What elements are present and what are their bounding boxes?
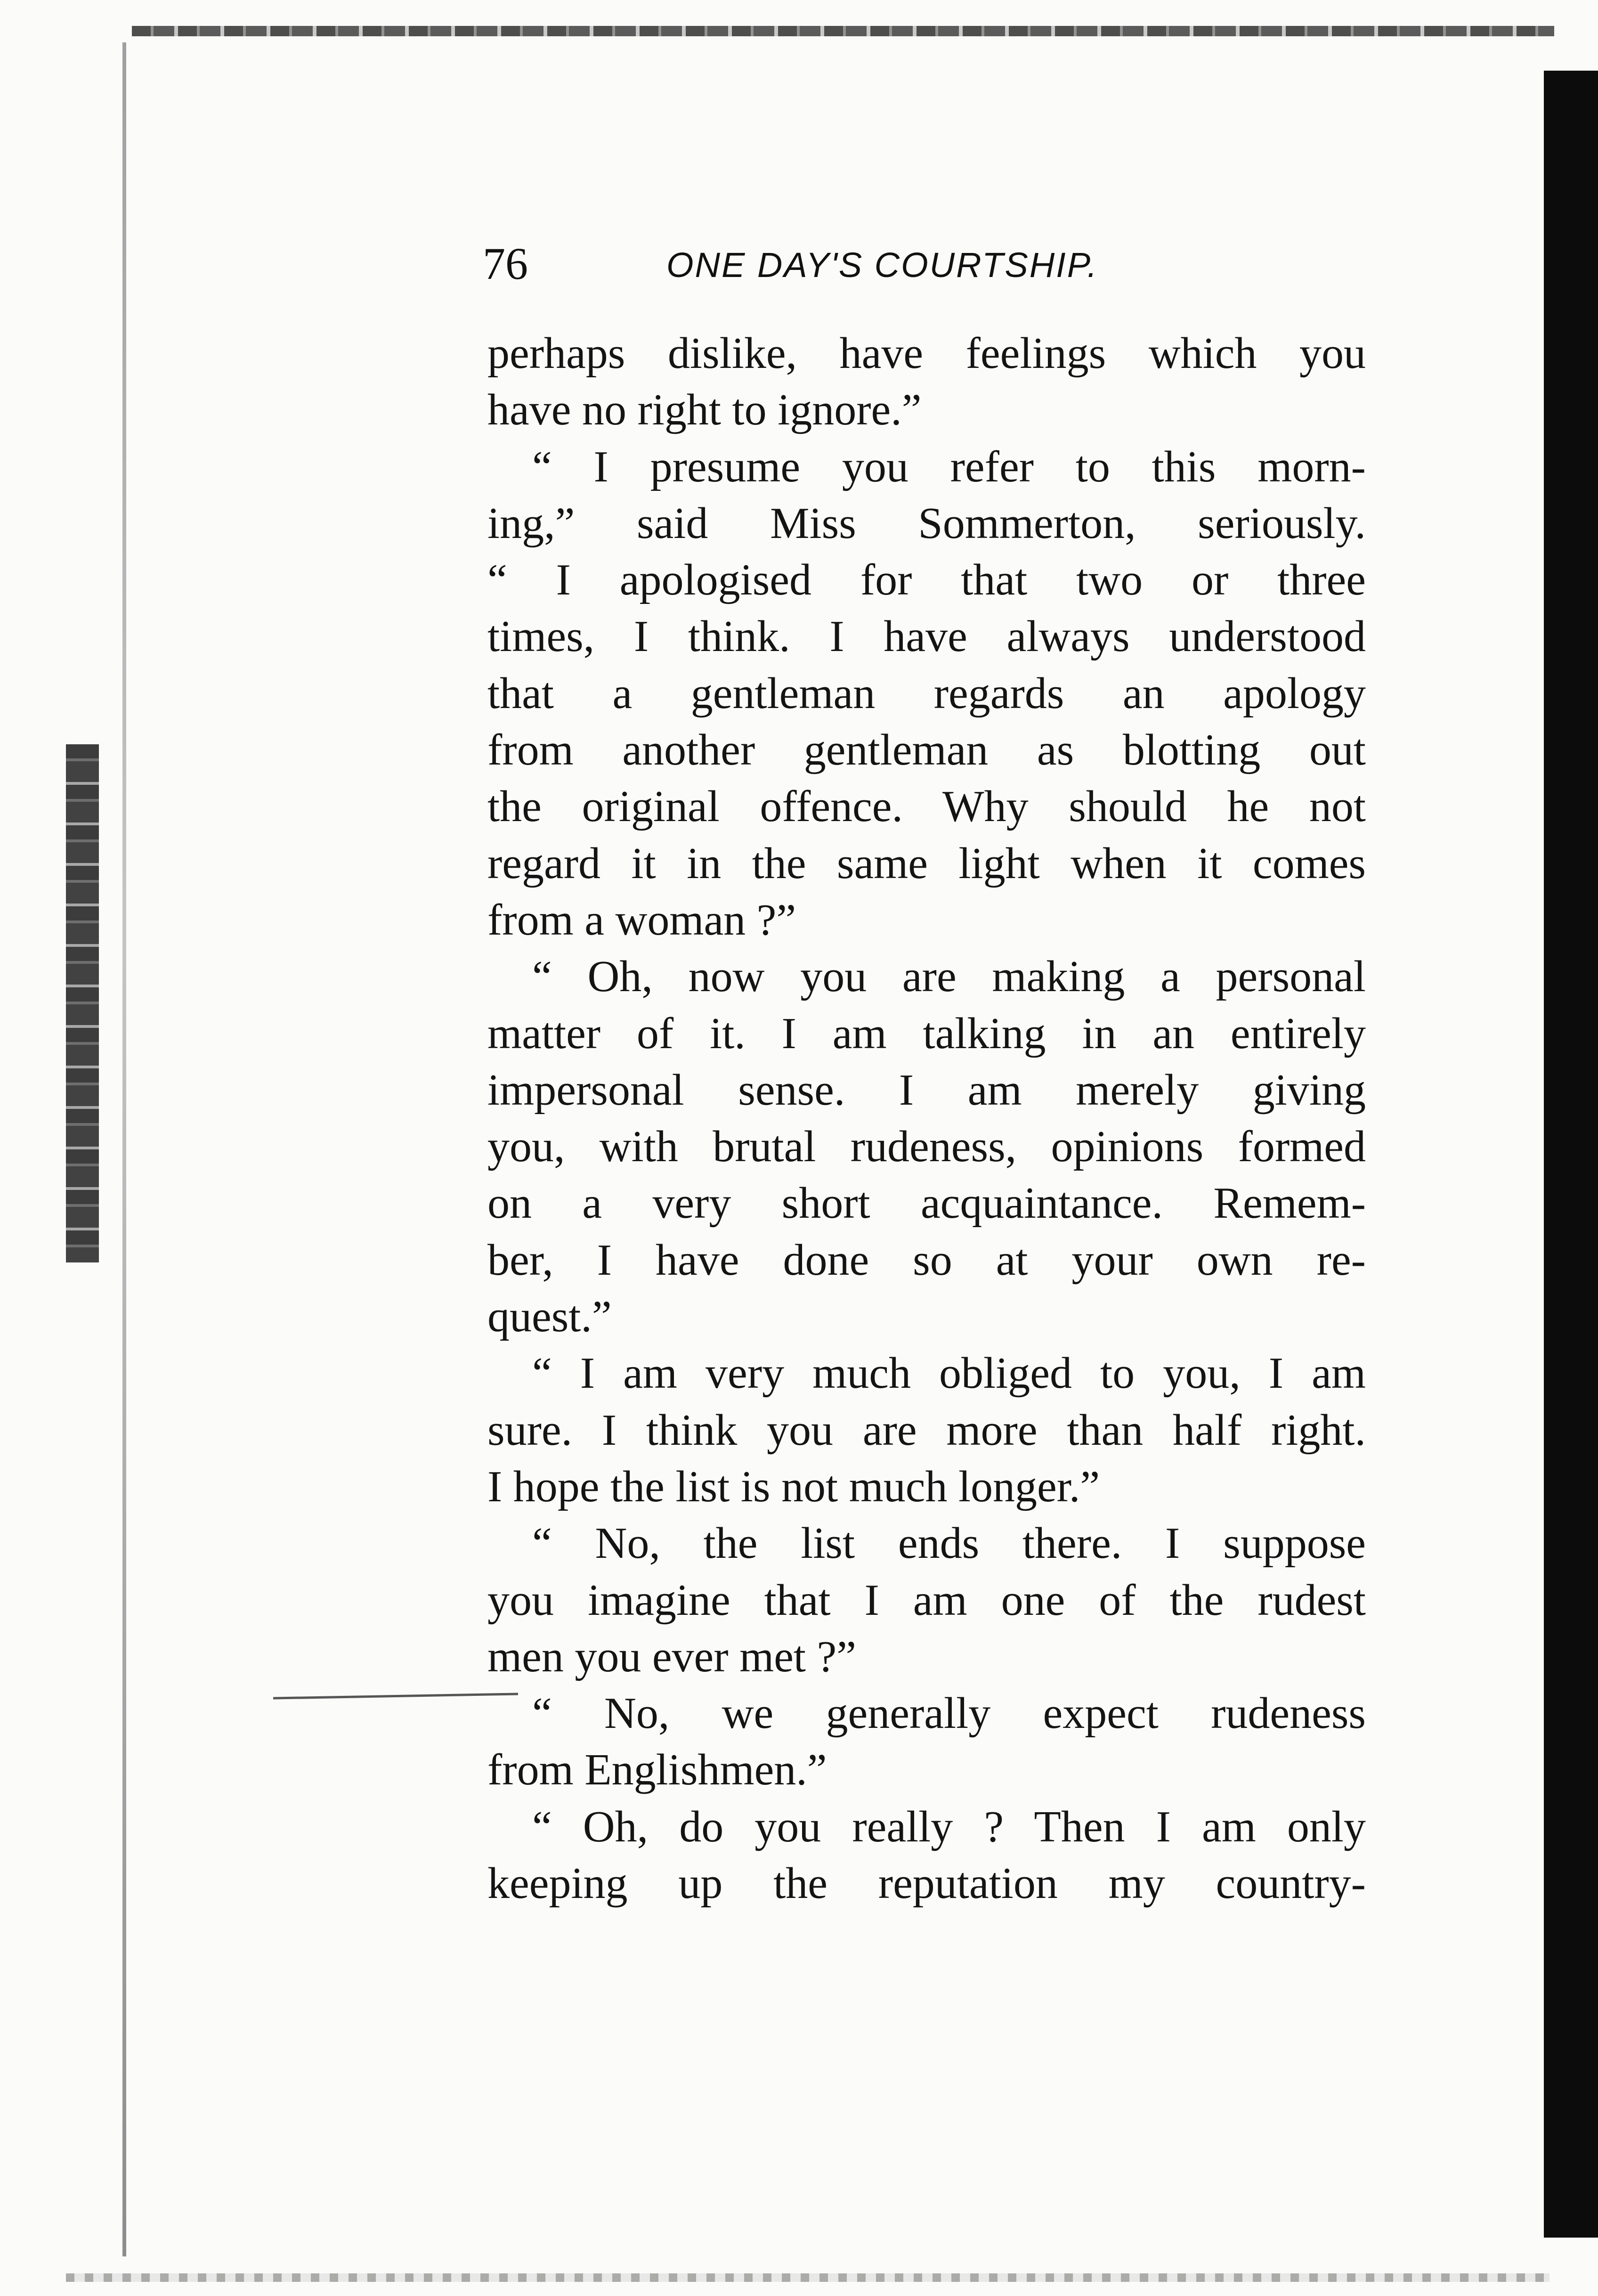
page-bottom-edge xyxy=(66,2273,1549,2282)
binding-shadow xyxy=(66,744,99,1262)
text-line: you imagine that I am one of the rudest xyxy=(487,1575,1366,1625)
text-line: you, with brutal rudeness, opinions formed xyxy=(487,1122,1366,1172)
text-line: “ I am very much obliged to you, I am xyxy=(532,1349,1366,1398)
text-line: ing,” said Miss Sommerton, seriously. xyxy=(487,498,1366,548)
text-line: “ I apologised for that two or three xyxy=(487,555,1366,605)
text-line: sure. I think you are more than half right. xyxy=(487,1405,1366,1455)
text-line: ber, I have done so at your own re- xyxy=(487,1235,1366,1285)
page-top-edge xyxy=(132,26,1554,36)
text-line: perhaps dislike, have feelings which you xyxy=(487,329,1366,378)
text-line: “ No, we generally expect rudeness xyxy=(532,1689,1366,1738)
text-line: “ Oh, now you are making a personal xyxy=(532,952,1366,1001)
text-line: “ No, the list ends there. I suppose xyxy=(532,1519,1366,1568)
text-line: “ Oh, do you really ? Then I am only xyxy=(532,1802,1366,1851)
text-line: men you ever met ?” xyxy=(487,1632,856,1681)
text-line: I hope the list is not much longer.” xyxy=(487,1462,1100,1511)
text-line: from Englishmen.” xyxy=(487,1745,827,1795)
text-line: the original offence. Why should he not xyxy=(487,782,1366,831)
text-line: on a very short acquaintance. Remem- xyxy=(487,1179,1366,1228)
page-number: 76 xyxy=(483,238,528,289)
text-line: have no right to ignore.” xyxy=(487,385,922,435)
text-line: that a gentleman regards an apology xyxy=(487,668,1366,718)
running-title: ONE DAY'S COURTSHIP. xyxy=(666,245,1099,285)
body-text xyxy=(487,325,1366,1912)
text-line: impersonal sense. I am merely giving xyxy=(487,1065,1366,1115)
text-line: quest.” xyxy=(487,1292,612,1342)
text-line: from another gentleman as blotting out xyxy=(487,725,1366,775)
text-line: from a woman ?” xyxy=(487,895,796,944)
text-line: matter of it. I am talking in an entirely xyxy=(487,1009,1366,1058)
stray-pencil-mark xyxy=(273,1693,518,1699)
running-header xyxy=(483,238,1368,290)
page-right-edge-shadow xyxy=(1544,71,1598,2238)
text-line: keeping up the reputation my country- xyxy=(487,1859,1366,1908)
text-line: “ I presume you refer to this morn- xyxy=(532,442,1366,491)
text-line: times, I think. I have always understood xyxy=(487,612,1366,661)
page-left-edge xyxy=(122,42,126,2256)
text-line: regard it in the same light when it comes xyxy=(487,839,1366,888)
